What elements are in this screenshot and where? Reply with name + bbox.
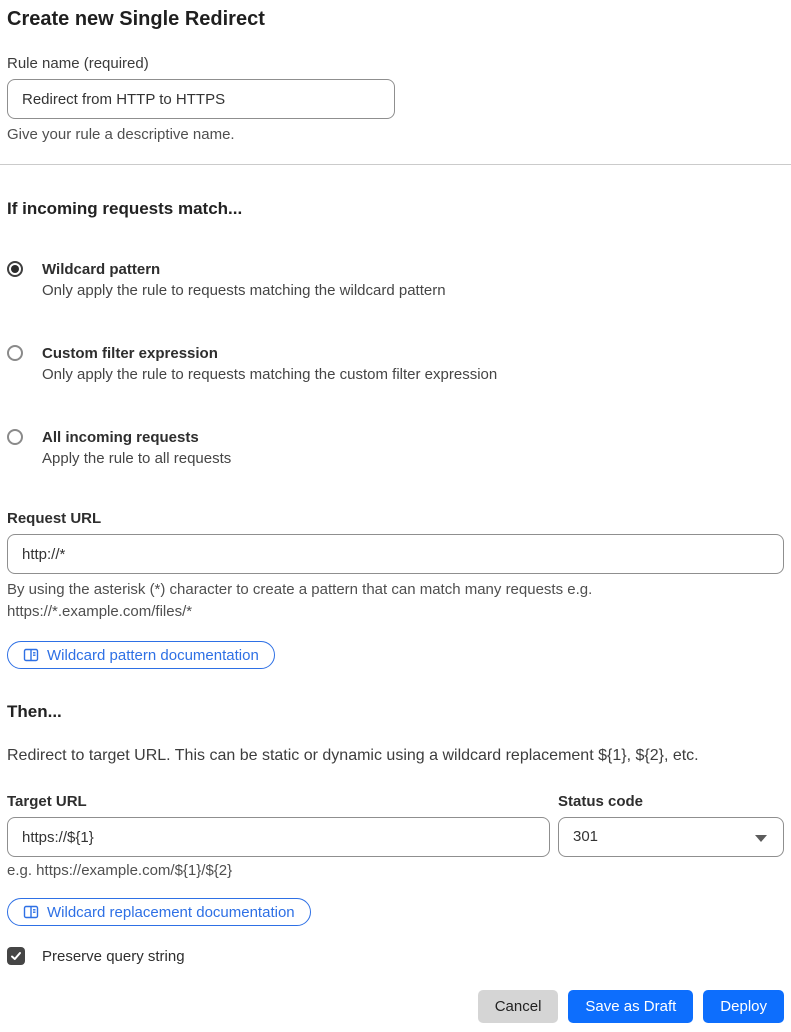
book-icon — [23, 647, 39, 663]
radio-option-all-incoming-requests[interactable] — [7, 427, 784, 469]
radio-option-texts — [42, 343, 497, 385]
radio-option-texts — [42, 427, 231, 469]
request-url-input[interactable] — [7, 534, 784, 574]
rule-name-label: Rule name (required) — [7, 55, 149, 72]
preserve-query-label: Preserve query string — [42, 947, 185, 965]
save-as-draft-button[interactable]: Save as Draft — [568, 990, 693, 1023]
target-url-label: Target URL — [7, 793, 87, 810]
radio-option-description: Only apply the rule to requests matching the wildcard pattern — [42, 282, 446, 299]
radio-option-custom-filter-expression[interactable] — [7, 343, 784, 385]
radio-option-description: Apply the rule to all requests — [42, 450, 232, 467]
doc-button-label: Wildcard pattern documentation — [47, 646, 259, 664]
radio-option-label: Wildcard pattern — [42, 261, 161, 278]
target-and-status-row — [7, 792, 784, 857]
rule-name-input[interactable] — [7, 79, 395, 119]
radio-option-label: Custom filter expression — [42, 345, 218, 362]
deploy-button[interactable]: Deploy — [703, 990, 784, 1023]
preserve-query-row[interactable] — [7, 947, 784, 965]
then-section-heading: Then... — [7, 702, 62, 721]
target-url-help: e.g. https://example.com/${1}/${2} — [7, 862, 233, 879]
status-code-value: 301 — [573, 828, 599, 845]
wildcard-pattern-docs-button[interactable] — [7, 641, 275, 669]
request-url-help-line: By using the asterisk (*) character to create a pattern that can match many requests e.g. — [7, 581, 593, 598]
status-code-column — [558, 792, 784, 857]
request-url-help — [7, 579, 784, 623]
radio-unselected-icon[interactable] — [7, 345, 23, 361]
radio-option-description: Only apply the rule to requests matching the custom filter expression — [42, 366, 498, 383]
checkbox-checked-icon[interactable] — [7, 947, 25, 965]
status-code-select[interactable] — [558, 817, 784, 857]
cancel-button[interactable]: Cancel — [478, 990, 559, 1023]
then-description: Redirect to target URL. This can be static or dynamic using a wildcard replacement ${1}, ${2}, etc. — [7, 747, 699, 764]
section-divider — [0, 164, 791, 165]
rule-name-help: Give your rule a descriptive name. — [7, 126, 235, 143]
caret-down-icon — [755, 835, 767, 842]
request-url-label: Request URL — [7, 510, 102, 527]
radio-unselected-icon[interactable] — [7, 429, 23, 445]
target-url-input[interactable] — [7, 817, 550, 857]
status-code-label: Status code — [558, 793, 644, 810]
page-title: Create new Single Redirect — [7, 8, 265, 30]
radio-option-wildcard-pattern[interactable] — [7, 259, 784, 301]
radio-option-texts — [42, 259, 446, 301]
match-section-heading: If incoming requests match... — [7, 199, 243, 218]
radio-selected-icon[interactable] — [7, 261, 23, 277]
wildcard-replacement-docs-button[interactable] — [7, 898, 311, 926]
footer-actions — [7, 990, 784, 1023]
request-url-help-line: https://*.example.com/files/* — [7, 603, 193, 620]
target-url-column — [7, 792, 550, 857]
doc-button-label: Wildcard replacement documentation — [47, 903, 295, 921]
radio-option-label: All incoming requests — [42, 429, 199, 446]
book-icon — [23, 904, 39, 920]
match-type-radio-group — [7, 259, 784, 469]
